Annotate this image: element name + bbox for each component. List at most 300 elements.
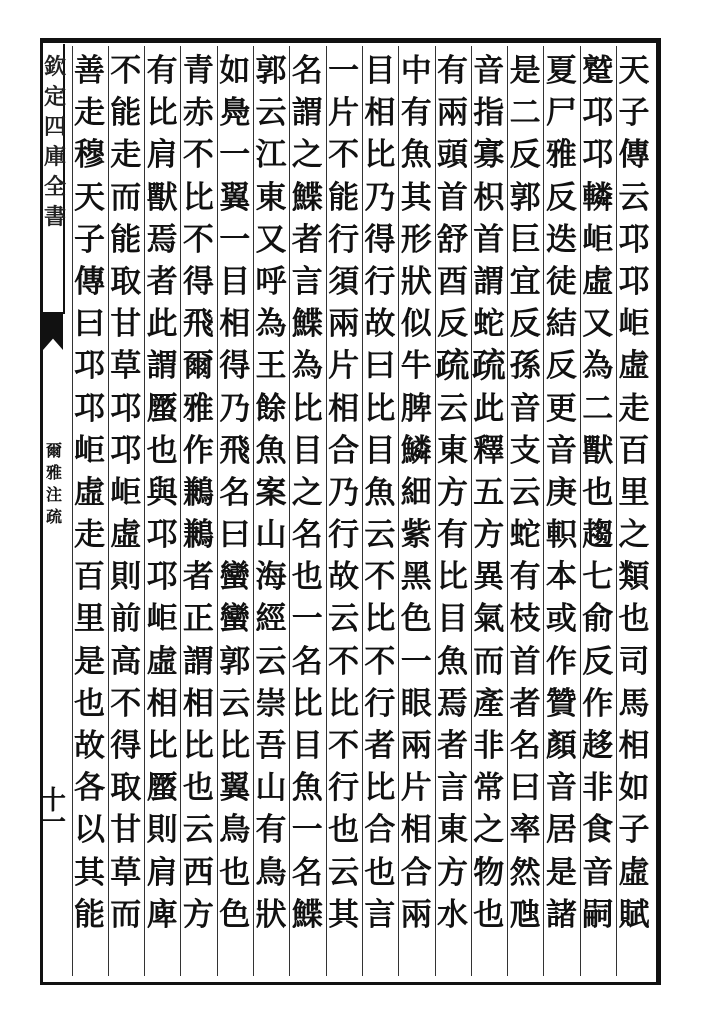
text-char: 片 bbox=[400, 770, 432, 807]
text-char: 故 bbox=[74, 728, 105, 764]
text-char: 釋 bbox=[473, 432, 505, 469]
text-char: 不 bbox=[110, 53, 142, 89]
text-char: 合 bbox=[328, 432, 360, 469]
text-char: 反 bbox=[437, 306, 468, 343]
text-char: 之 bbox=[291, 137, 323, 174]
text-char: 虛 bbox=[110, 517, 142, 554]
text-char: 有 bbox=[437, 53, 468, 89]
text-char: 云 bbox=[364, 517, 396, 554]
text-char: 西 bbox=[182, 854, 214, 891]
text-char: 翼 bbox=[219, 770, 251, 807]
text-char: 也 bbox=[618, 601, 650, 638]
text-char: 岠 bbox=[582, 221, 614, 258]
text-char: 如 bbox=[618, 770, 650, 807]
text-char: 前 bbox=[110, 601, 142, 638]
text-char: 一 bbox=[219, 221, 251, 258]
margin-header-char: 欽 bbox=[44, 54, 67, 80]
text-char: 飛 bbox=[219, 432, 251, 469]
text-char: 一 bbox=[328, 53, 360, 89]
text-char: 走 bbox=[74, 517, 105, 554]
text-char: 名 bbox=[219, 474, 251, 511]
text-char: 不 bbox=[328, 728, 360, 764]
text-char: 乃 bbox=[328, 474, 360, 511]
text-char: 馬 bbox=[618, 685, 650, 722]
text-char: 得 bbox=[364, 221, 396, 258]
text-char: 百 bbox=[618, 432, 650, 469]
text-char: 趨 bbox=[582, 517, 614, 554]
text-char: 常 bbox=[473, 770, 505, 807]
column-rule bbox=[471, 46, 472, 976]
text-char: 魚 bbox=[255, 432, 287, 469]
text-char: 居 bbox=[545, 812, 577, 849]
text-char: 焉 bbox=[437, 685, 468, 722]
text-char: 傳 bbox=[618, 137, 650, 174]
text-char: 能 bbox=[110, 95, 142, 132]
text-char: 比 bbox=[219, 728, 251, 764]
text-char: 作 bbox=[545, 643, 577, 680]
text-column bbox=[508, 50, 542, 970]
text-char: 虺 bbox=[509, 896, 541, 933]
text-char: 疏 bbox=[471, 346, 506, 387]
text-char: 音 bbox=[473, 53, 505, 89]
text-char: 更 bbox=[545, 390, 577, 427]
frame-top-border bbox=[40, 38, 660, 43]
text-char: 異 bbox=[473, 559, 505, 596]
text-char: 王 bbox=[255, 348, 287, 385]
text-column bbox=[254, 50, 288, 970]
text-char: 者 bbox=[182, 559, 214, 596]
text-char: 與 bbox=[146, 474, 178, 511]
text-char: 反 bbox=[545, 179, 577, 216]
text-char: 也 bbox=[146, 432, 178, 469]
text-char: 蠻 bbox=[219, 559, 251, 596]
text-char: 蛇 bbox=[473, 306, 505, 343]
column-rule bbox=[616, 46, 617, 976]
text-char: 云 bbox=[182, 812, 214, 849]
text-char: 反 bbox=[582, 643, 614, 680]
text-char: 作 bbox=[182, 432, 214, 469]
text-char: 此 bbox=[473, 390, 505, 427]
text-char: 飛 bbox=[182, 306, 214, 343]
text-char: 曰 bbox=[509, 770, 541, 807]
column-rule bbox=[398, 46, 399, 976]
text-char: 不 bbox=[110, 685, 142, 722]
text-char: 子 bbox=[618, 812, 650, 849]
margin-header-char: 四 bbox=[44, 114, 67, 140]
text-char: 子 bbox=[74, 221, 105, 258]
text-char: 相 bbox=[400, 812, 432, 849]
book-title-char: 雅 bbox=[45, 463, 62, 482]
text-char: 吾 bbox=[255, 728, 287, 764]
text-char: 謂 bbox=[182, 643, 214, 680]
text-char: 諸 bbox=[545, 896, 577, 933]
text-char: 目 bbox=[364, 53, 396, 89]
book-title bbox=[44, 440, 64, 528]
text-char: 鳥 bbox=[255, 854, 287, 891]
text-char: 嗣 bbox=[582, 896, 614, 933]
text-char: 云 bbox=[255, 643, 287, 680]
column-rule bbox=[72, 46, 73, 976]
text-char: 崇 bbox=[255, 685, 287, 722]
text-char: 赤 bbox=[182, 95, 214, 132]
text-char: 穆 bbox=[74, 137, 105, 174]
text-char: 取 bbox=[110, 770, 142, 807]
text-char: 是 bbox=[545, 854, 577, 891]
text-char: 者 bbox=[509, 685, 541, 722]
text-char: 巨 bbox=[509, 221, 541, 258]
text-char: 合 bbox=[400, 854, 432, 891]
text-char: 一 bbox=[219, 137, 251, 174]
text-char: 餘 bbox=[255, 390, 287, 427]
text-char: 得 bbox=[182, 263, 214, 300]
column-rule bbox=[326, 46, 327, 976]
text-char: 邛 bbox=[146, 559, 178, 596]
text-char: 酉 bbox=[437, 263, 468, 300]
text-char: 云 bbox=[328, 601, 360, 638]
text-char: 音 bbox=[582, 854, 614, 891]
text-char: 言 bbox=[364, 896, 396, 933]
text-char: 甘 bbox=[110, 306, 142, 343]
text-char: 爾 bbox=[182, 348, 214, 385]
text-char: 顏 bbox=[545, 728, 577, 764]
text-char: 比 bbox=[364, 601, 396, 638]
text-char: 名 bbox=[291, 517, 323, 554]
text-char: 舒 bbox=[437, 221, 468, 258]
text-char: 比 bbox=[291, 390, 323, 427]
frame-right-border bbox=[656, 38, 661, 985]
text-char: 首 bbox=[437, 179, 468, 216]
text-char: 方 bbox=[437, 474, 468, 511]
text-char: 善 bbox=[74, 53, 105, 89]
text-char: 郭 bbox=[219, 643, 251, 680]
text-char: 色 bbox=[400, 601, 432, 638]
text-char: 產 bbox=[473, 685, 505, 722]
text-char: 相 bbox=[219, 306, 251, 343]
text-char: 東 bbox=[255, 179, 287, 216]
text-char: 一 bbox=[291, 601, 323, 638]
text-char: 故 bbox=[364, 306, 396, 343]
text-char: 魚 bbox=[437, 643, 468, 680]
text-char: 枳 bbox=[473, 179, 505, 216]
text-char: 氣 bbox=[473, 601, 505, 638]
page-number-char: 一 bbox=[40, 808, 67, 838]
text-char: 尸 bbox=[545, 95, 577, 132]
text-char: 頭 bbox=[437, 137, 468, 174]
text-char: 非 bbox=[473, 728, 505, 764]
text-char: 然 bbox=[509, 854, 541, 891]
text-char: 岠 bbox=[146, 601, 178, 638]
text-char: 二 bbox=[509, 95, 541, 132]
text-char: 肩 bbox=[146, 854, 178, 891]
text-char: 其 bbox=[328, 896, 360, 933]
text-char: 水 bbox=[437, 896, 468, 933]
text-char: 則 bbox=[110, 559, 142, 596]
text-column bbox=[363, 50, 397, 970]
text-char: 青 bbox=[182, 53, 214, 89]
text-char: 曰 bbox=[364, 348, 396, 385]
text-char: 也 bbox=[364, 854, 396, 891]
text-char: 相 bbox=[618, 728, 650, 764]
text-char: 有 bbox=[400, 95, 432, 132]
page-number-char: 十 bbox=[40, 786, 67, 816]
text-char: 黑 bbox=[400, 559, 432, 596]
column-rule bbox=[580, 46, 581, 976]
text-char: 鶼 bbox=[182, 474, 214, 511]
text-char: 宜 bbox=[509, 263, 541, 300]
text-char: 疏 bbox=[435, 346, 470, 387]
text-column bbox=[145, 50, 179, 970]
text-char: 邛 bbox=[74, 348, 105, 385]
text-char: 各 bbox=[74, 770, 105, 807]
text-char: 相 bbox=[146, 685, 178, 722]
text-char: 如 bbox=[219, 53, 251, 89]
text-char: 乃 bbox=[219, 390, 251, 427]
text-char: 或 bbox=[545, 601, 577, 638]
text-char: 邛 bbox=[110, 432, 142, 469]
text-char: 邛 bbox=[582, 95, 614, 132]
text-char: 之 bbox=[618, 517, 650, 554]
text-char: 走 bbox=[74, 95, 105, 132]
text-char: 食 bbox=[582, 812, 614, 849]
text-char: 蟨 bbox=[146, 390, 178, 427]
text-char: 不 bbox=[364, 643, 396, 680]
text-char: 呼 bbox=[255, 263, 287, 300]
text-char: 片 bbox=[328, 348, 360, 385]
text-char: 本 bbox=[545, 559, 577, 596]
text-char: 比 bbox=[146, 728, 178, 764]
text-char: 鱗 bbox=[400, 432, 432, 469]
text-char: 蛇 bbox=[509, 517, 541, 554]
text-char: 蟨 bbox=[146, 770, 178, 807]
text-char: 獸 bbox=[582, 432, 614, 469]
text-char: 有 bbox=[509, 559, 541, 596]
text-char: 邛 bbox=[110, 390, 142, 427]
text-char: 案 bbox=[255, 474, 287, 511]
text-char: 而 bbox=[110, 179, 142, 216]
text-char: 反 bbox=[509, 137, 541, 174]
text-char: 山 bbox=[255, 517, 287, 554]
text-char: 孫 bbox=[509, 348, 541, 385]
text-char: 乃 bbox=[364, 179, 396, 216]
text-char: 者 bbox=[291, 221, 323, 258]
text-column bbox=[436, 50, 470, 970]
text-char: 有 bbox=[146, 53, 178, 89]
text-char: 狀 bbox=[400, 263, 432, 300]
text-column bbox=[218, 50, 252, 970]
text-char: 謂 bbox=[291, 95, 323, 132]
text-char: 脾 bbox=[400, 390, 432, 427]
text-char: 虛 bbox=[618, 348, 650, 385]
text-char: 比 bbox=[328, 685, 360, 722]
text-char: 高 bbox=[110, 643, 142, 680]
text-char: 而 bbox=[473, 643, 505, 680]
page-number bbox=[40, 786, 67, 838]
text-char: 正 bbox=[182, 601, 214, 638]
text-char: 名 bbox=[291, 643, 323, 680]
text-char: 其 bbox=[74, 854, 105, 891]
text-char: 邛 bbox=[618, 263, 650, 300]
text-char: 虛 bbox=[74, 474, 105, 511]
text-char: 雅 bbox=[545, 137, 577, 174]
text-char: 鰈 bbox=[291, 896, 323, 933]
text-column bbox=[544, 50, 578, 970]
text-char: 而 bbox=[110, 896, 142, 933]
text-char: 結 bbox=[545, 306, 577, 343]
text-char: 反 bbox=[509, 306, 541, 343]
text-char: 不 bbox=[364, 559, 396, 596]
margin-header bbox=[44, 52, 66, 312]
text-char: 狀 bbox=[255, 896, 287, 933]
text-char: 行 bbox=[328, 221, 360, 258]
text-char: 此 bbox=[146, 306, 178, 343]
book-title-char: 爾 bbox=[45, 441, 62, 460]
text-char: 草 bbox=[110, 854, 142, 891]
text-char: 云 bbox=[219, 685, 251, 722]
text-char: 草 bbox=[110, 348, 142, 385]
text-char: 軹 bbox=[545, 517, 577, 554]
text-char: 方 bbox=[182, 896, 214, 933]
text-char: 之 bbox=[291, 474, 323, 511]
text-char: 行 bbox=[328, 770, 360, 807]
column-rule bbox=[180, 46, 181, 976]
text-char: 俞 bbox=[582, 601, 614, 638]
text-char: 為 bbox=[291, 348, 323, 385]
text-char: 也 bbox=[182, 770, 214, 807]
text-column bbox=[472, 50, 506, 970]
text-char: 庳 bbox=[146, 896, 178, 933]
text-char: 天 bbox=[74, 179, 105, 216]
column-rule bbox=[289, 46, 290, 976]
text-char: 迭 bbox=[545, 221, 577, 258]
text-char: 經 bbox=[255, 601, 287, 638]
text-char: 不 bbox=[182, 221, 214, 258]
text-char: 郭 bbox=[255, 53, 287, 89]
text-char: 鰈 bbox=[291, 306, 323, 343]
text-char: 魚 bbox=[364, 474, 396, 511]
text-char: 也 bbox=[328, 812, 360, 849]
text-char: 寡 bbox=[473, 137, 505, 174]
text-char: 兩 bbox=[400, 896, 432, 933]
text-char: 東 bbox=[437, 812, 468, 849]
text-char: 得 bbox=[110, 728, 142, 764]
text-char: 云 bbox=[618, 179, 650, 216]
text-column bbox=[617, 50, 651, 970]
text-char: 眼 bbox=[400, 685, 432, 722]
text-char: 音 bbox=[545, 432, 577, 469]
margin-header-char: 庫 bbox=[44, 144, 67, 170]
text-char: 比 bbox=[364, 390, 396, 427]
text-char: 徒 bbox=[545, 263, 577, 300]
text-char: 方 bbox=[473, 517, 505, 554]
text-char: 獸 bbox=[146, 179, 178, 216]
text-char: 云 bbox=[255, 95, 287, 132]
text-char: 魚 bbox=[291, 770, 323, 807]
text-char: 音 bbox=[545, 770, 577, 807]
text-char: 行 bbox=[364, 685, 396, 722]
text-char: 兩 bbox=[437, 95, 468, 132]
fishtail-mark bbox=[43, 312, 63, 350]
text-char: 傳 bbox=[74, 263, 105, 300]
text-char: 以 bbox=[74, 812, 105, 849]
text-char: 比 bbox=[182, 728, 214, 764]
text-char: 指 bbox=[473, 95, 505, 132]
text-char: 又 bbox=[255, 221, 287, 258]
text-char: 又 bbox=[582, 306, 614, 343]
text-char: 比 bbox=[291, 685, 323, 722]
text-char: 蠻 bbox=[219, 601, 251, 638]
text-char: 夏 bbox=[545, 53, 577, 89]
text-char: 司 bbox=[618, 643, 650, 680]
text-char: 甘 bbox=[110, 812, 142, 849]
text-char: 不 bbox=[182, 137, 214, 174]
text-column bbox=[109, 50, 143, 970]
text-char: 能 bbox=[328, 179, 360, 216]
text-char: 行 bbox=[364, 263, 396, 300]
text-char: 名 bbox=[509, 728, 541, 764]
text-char: 曰 bbox=[74, 306, 105, 343]
text-char: 虛 bbox=[146, 643, 178, 680]
text-char: 相 bbox=[328, 390, 360, 427]
text-char: 音 bbox=[509, 390, 541, 427]
text-char: 目 bbox=[364, 432, 396, 469]
text-char: 方 bbox=[437, 854, 468, 891]
text-char: 比 bbox=[364, 137, 396, 174]
text-char: 里 bbox=[618, 474, 650, 511]
text-char: 也 bbox=[219, 854, 251, 891]
text-char: 是 bbox=[74, 643, 105, 680]
text-char: 里 bbox=[74, 601, 105, 638]
column-rule bbox=[144, 46, 145, 976]
column-rule bbox=[108, 46, 109, 976]
column-rule bbox=[253, 46, 254, 976]
text-char: 比 bbox=[364, 770, 396, 807]
text-char: 首 bbox=[509, 643, 541, 680]
text-char: 比 bbox=[146, 95, 178, 132]
text-char: 也 bbox=[291, 559, 323, 596]
text-char: 相 bbox=[182, 685, 214, 722]
text-char: 轔 bbox=[582, 179, 614, 216]
text-char: 能 bbox=[110, 221, 142, 258]
text-char: 率 bbox=[509, 812, 541, 849]
text-char: 取 bbox=[110, 263, 142, 300]
text-char: 則 bbox=[146, 812, 178, 849]
text-char: 天 bbox=[618, 53, 650, 89]
text-char: 須 bbox=[328, 263, 360, 300]
text-char: 支 bbox=[509, 432, 541, 469]
text-char: 曰 bbox=[219, 517, 251, 554]
text-char: 鳧 bbox=[219, 95, 251, 132]
column-rule bbox=[217, 46, 218, 976]
text-char: 作 bbox=[582, 685, 614, 722]
text-char: 賦 bbox=[618, 896, 650, 933]
text-char: 虛 bbox=[618, 854, 650, 891]
text-char: 邛 bbox=[618, 221, 650, 258]
text-char: 片 bbox=[328, 95, 360, 132]
text-char: 走 bbox=[618, 390, 650, 427]
text-char: 兩 bbox=[400, 728, 432, 764]
text-char: 肩 bbox=[146, 137, 178, 174]
text-char: 一 bbox=[291, 812, 323, 849]
text-column bbox=[73, 50, 107, 970]
text-char: 者 bbox=[364, 728, 396, 764]
margin-header-char: 書 bbox=[44, 204, 67, 230]
text-char: 翼 bbox=[219, 179, 251, 216]
text-char: 子 bbox=[618, 95, 650, 132]
text-char: 虛 bbox=[582, 263, 614, 300]
text-char: 一 bbox=[400, 643, 432, 680]
text-char: 邛 bbox=[146, 517, 178, 554]
text-char: 目 bbox=[437, 601, 468, 638]
